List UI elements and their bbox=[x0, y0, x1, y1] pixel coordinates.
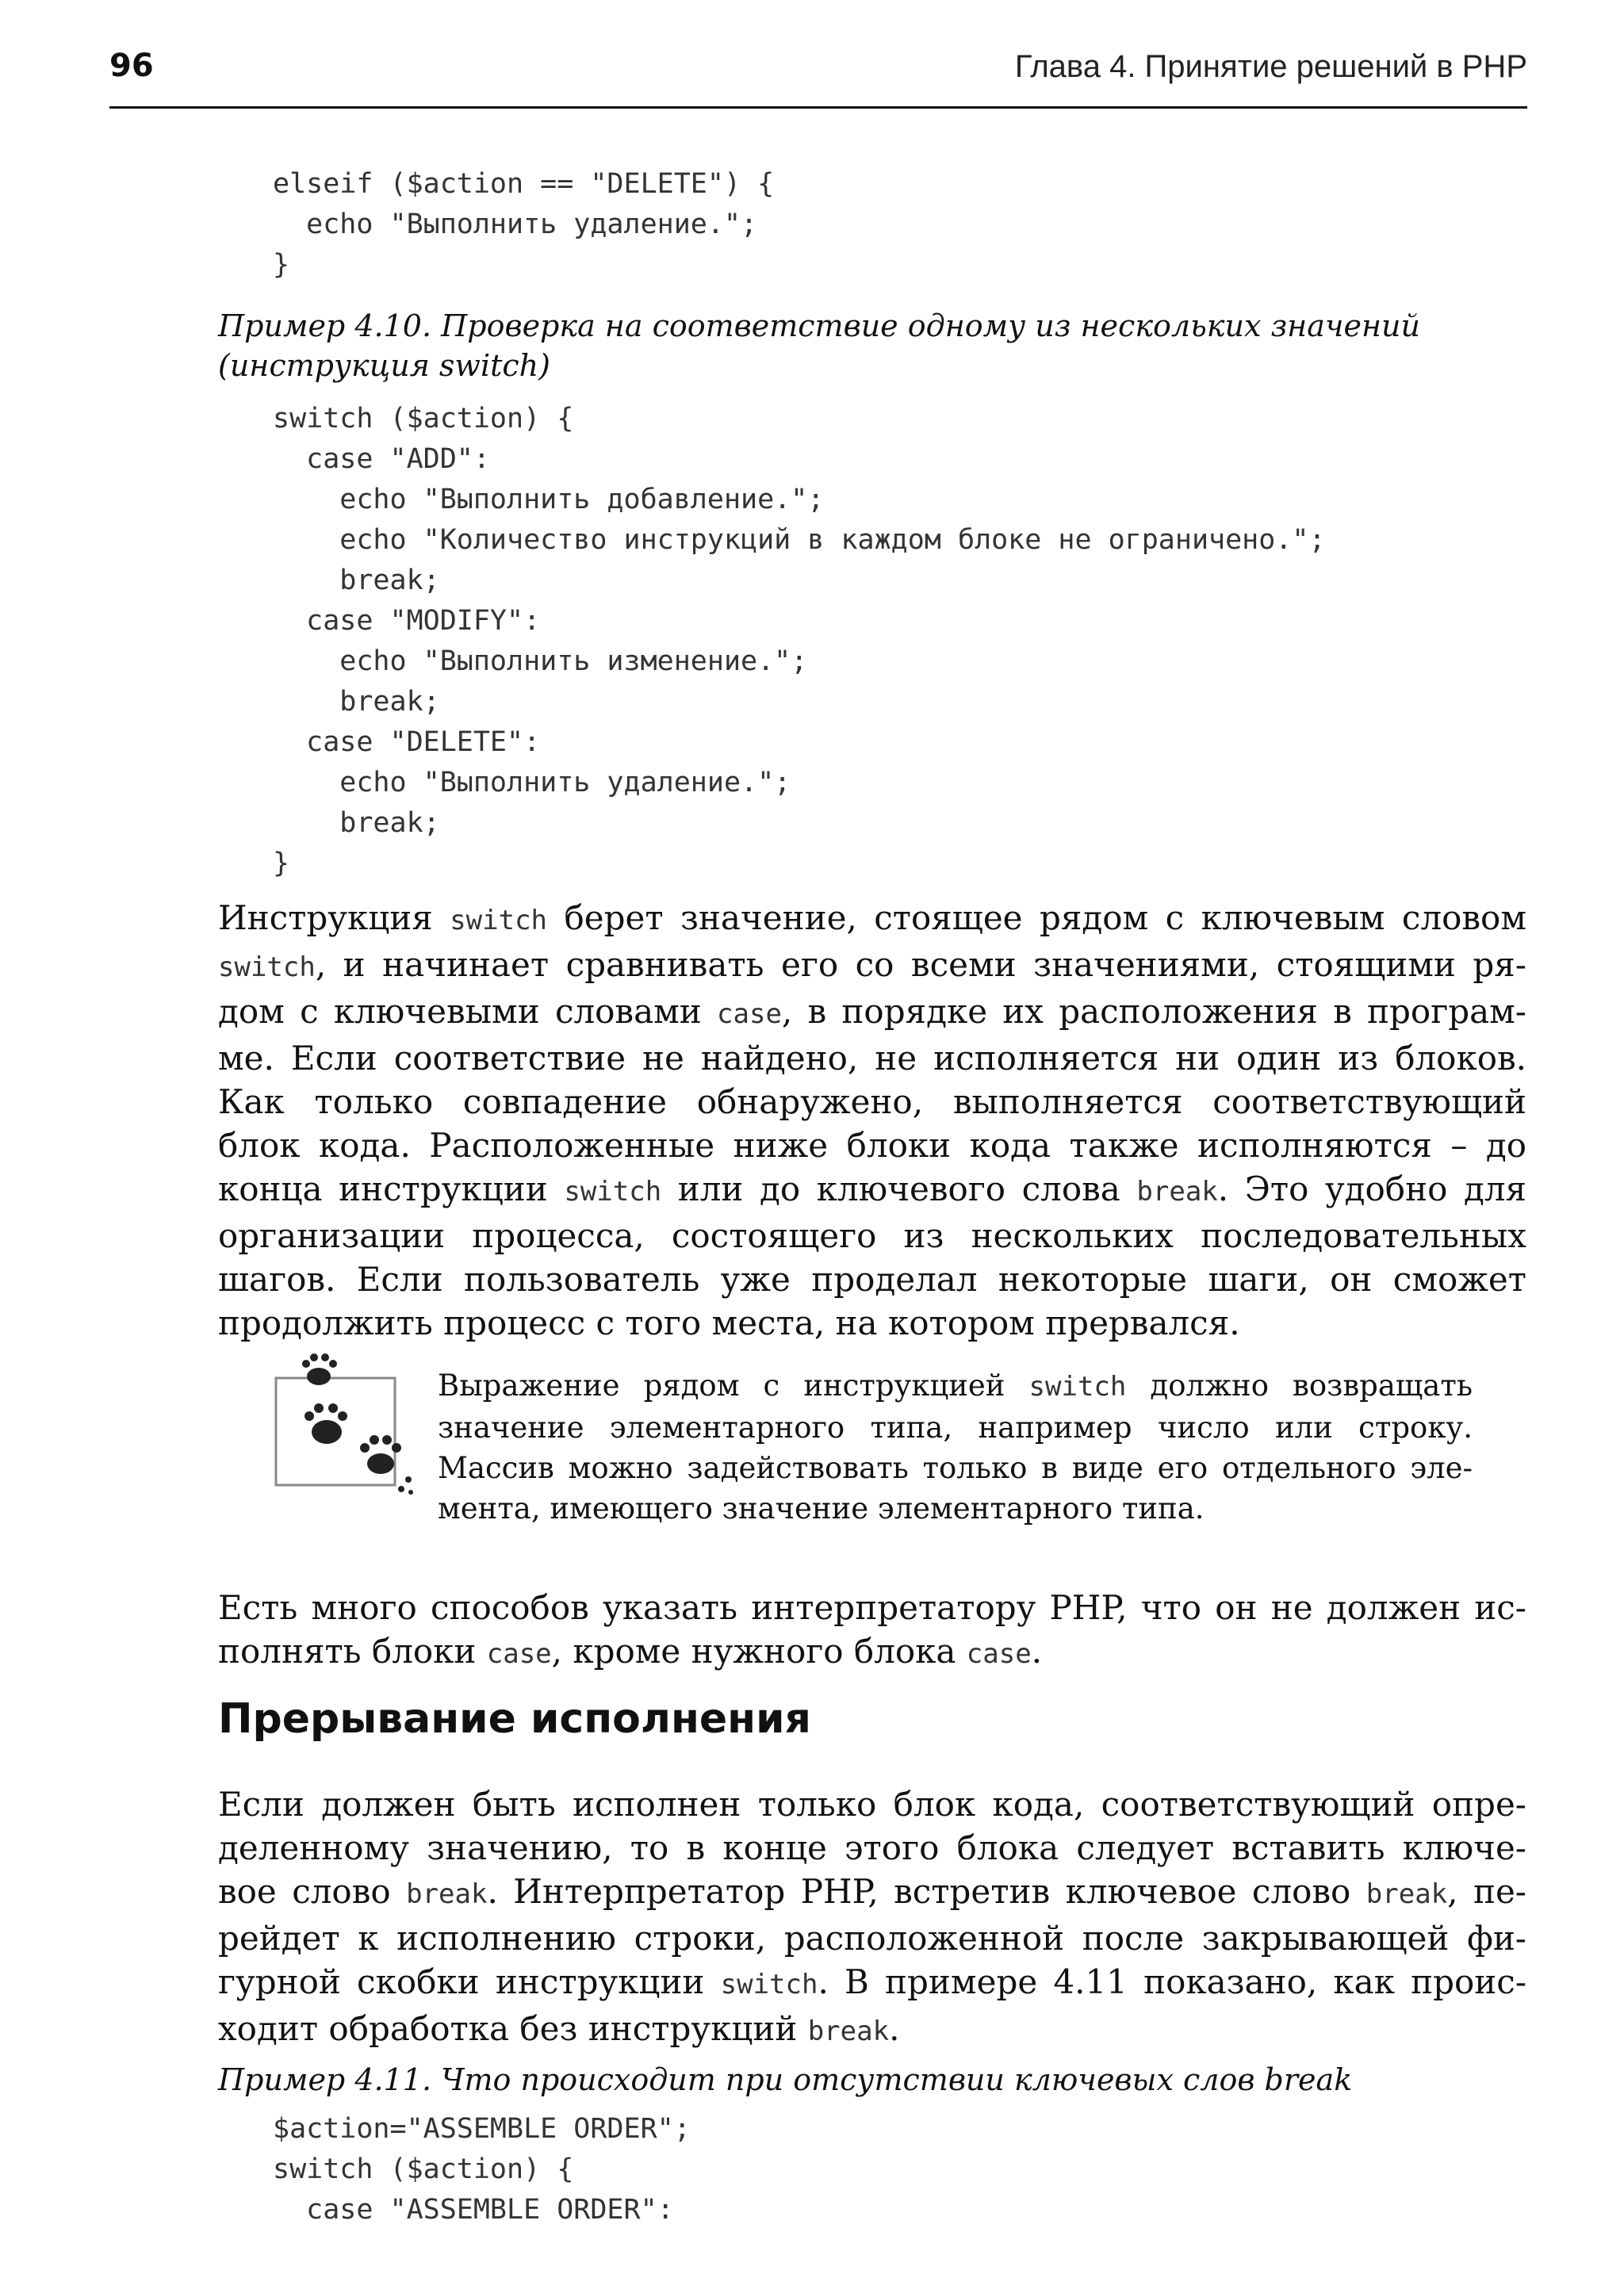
code-line: case "ASSEMBLE ORDER": bbox=[273, 2194, 674, 2226]
text-line: Как только совпадение обнаружено, выполняется соответствующий bbox=[218, 1082, 1526, 1121]
inline-code: switch bbox=[1028, 1371, 1127, 1403]
inline-code: case bbox=[717, 998, 782, 1030]
text-line: Выражение рядом с инструкцией switch должно возвращать bbox=[438, 1369, 1473, 1403]
code-line: switch ($action) { bbox=[273, 2153, 574, 2185]
code-line: echo "Выполнить удаление."; bbox=[273, 209, 758, 240]
raccoon-tracks-icon bbox=[262, 1346, 420, 1505]
text-line: шагов. Если пользователь уже проделал некоторые шаги, он сможет bbox=[218, 1260, 1526, 1299]
page-header bbox=[109, 46, 1527, 94]
text-line: значение элементарного типа, например число или строку. bbox=[438, 1411, 1473, 1445]
caption-line: Пример 4.11. Что происходит при отсутствии ключевых слов break bbox=[218, 2062, 1353, 2097]
running-head: Глава 4. Принятие решений в PHP bbox=[1014, 49, 1527, 84]
text-line: Если должен быть исполнен только блок кода, соответствующий опре- bbox=[218, 1785, 1526, 1824]
inline-code: break bbox=[1136, 1176, 1218, 1208]
text-line: ходит обработка без инструкций break. bbox=[218, 2009, 900, 2048]
inline-code: break bbox=[807, 2016, 890, 2047]
caption-line: (инструкция switch) bbox=[218, 348, 550, 383]
text-line: switch, и начинает сравнивать его со всеми значениями, стоящими ря- bbox=[218, 945, 1526, 984]
text-line: гурной скобки инструкции switch. В примере 4.11 показано, как проис- bbox=[218, 1962, 1527, 2001]
code-line: } bbox=[273, 848, 290, 879]
text-line: организации процесса, состоящего из нескольких последовательных bbox=[218, 1216, 1526, 1255]
code-line: } bbox=[273, 249, 290, 281]
note-box bbox=[438, 1365, 1473, 1529]
inline-code: switch bbox=[450, 905, 548, 936]
code-line: echo "Выполнить изменение."; bbox=[273, 645, 808, 677]
inline-code: switch bbox=[720, 1969, 818, 2000]
code-line: case "ADD": bbox=[273, 443, 490, 475]
example-caption-4-10 bbox=[218, 306, 1534, 385]
code-block-assemble bbox=[273, 2109, 691, 2230]
body-paragraph-ways bbox=[218, 1586, 1526, 1676]
body-paragraph-switch bbox=[218, 896, 1526, 1345]
code-line: break; bbox=[273, 686, 440, 718]
caption-line: Пример 4.10. Проверка на соответствие одному из нескольких значений bbox=[218, 308, 1420, 343]
inline-code: case bbox=[966, 1638, 1032, 1670]
example-caption-4-11 bbox=[218, 2060, 1534, 2100]
text-line: полнять блоки case, кроме нужного блока case. bbox=[218, 1632, 1043, 1671]
code-line: break; bbox=[273, 807, 440, 839]
inline-code: switch bbox=[218, 951, 316, 983]
code-block-switch bbox=[273, 399, 1326, 884]
inline-code: break bbox=[1365, 1878, 1448, 1910]
text-line: мента, имеющего значение элементарного типа. bbox=[438, 1491, 1205, 1526]
text-line: ме. Если соответствие не найдено, не исполняется ни один из блоков. bbox=[218, 1039, 1526, 1078]
text-line: рейдет к исполнению строки, расположенной после закрывающей фи- bbox=[218, 1919, 1526, 1958]
code-line: switch ($action) { bbox=[273, 403, 574, 435]
inline-code: break bbox=[406, 1878, 488, 1910]
code-line: elseif ($action == "DELETE") { bbox=[273, 168, 775, 200]
text-line: дом с ключевыми словами case, в порядке их расположения в програм- bbox=[218, 992, 1526, 1031]
text-line: конца инструкции switch или до ключевого слова break. Это удобно для bbox=[218, 1170, 1526, 1208]
text-line: Инструкция switch берет значение, стоящее рядом с ключевым словом bbox=[218, 898, 1527, 937]
page-number: 96 bbox=[109, 48, 154, 84]
code-block-elseif bbox=[273, 164, 774, 285]
text-line: Есть много способов указать интерпретатору PHP, что он не должен ис- bbox=[218, 1588, 1526, 1627]
code-line: $action="ASSEMBLE ORDER"; bbox=[273, 2113, 691, 2145]
text-line: Массив можно задействовать только в виде его отдельного эле- bbox=[438, 1451, 1473, 1485]
text-line: блок кода. Расположенные ниже блоки кода также исполняются – до bbox=[218, 1126, 1526, 1165]
inline-code: case bbox=[486, 1638, 552, 1670]
text-line: деленному значению, то в конце этого блока следует вставить ключе- bbox=[218, 1828, 1526, 1867]
code-line: case "MODIFY": bbox=[273, 605, 541, 637]
code-line: echo "Выполнить добавление."; bbox=[273, 484, 825, 515]
code-line: echo "Выполнить удаление."; bbox=[273, 767, 791, 798]
code-line: case "DELETE": bbox=[273, 726, 541, 758]
body-paragraph-break bbox=[218, 1782, 1526, 2054]
code-line: echo "Количество инструкций в каждом блоке не ограничено."; bbox=[273, 524, 1326, 556]
text-line: продолжить процесс с того места, на котором прервался. bbox=[218, 1304, 1240, 1342]
header-divider bbox=[109, 106, 1527, 109]
text-line: вое слово break. Интерпретатор PHP, встретив ключевое слово break, пе- bbox=[218, 1872, 1526, 1911]
section-heading: Прерывание исполнения bbox=[218, 1695, 811, 1743]
code-line: break; bbox=[273, 565, 440, 596]
inline-code: switch bbox=[564, 1176, 662, 1208]
